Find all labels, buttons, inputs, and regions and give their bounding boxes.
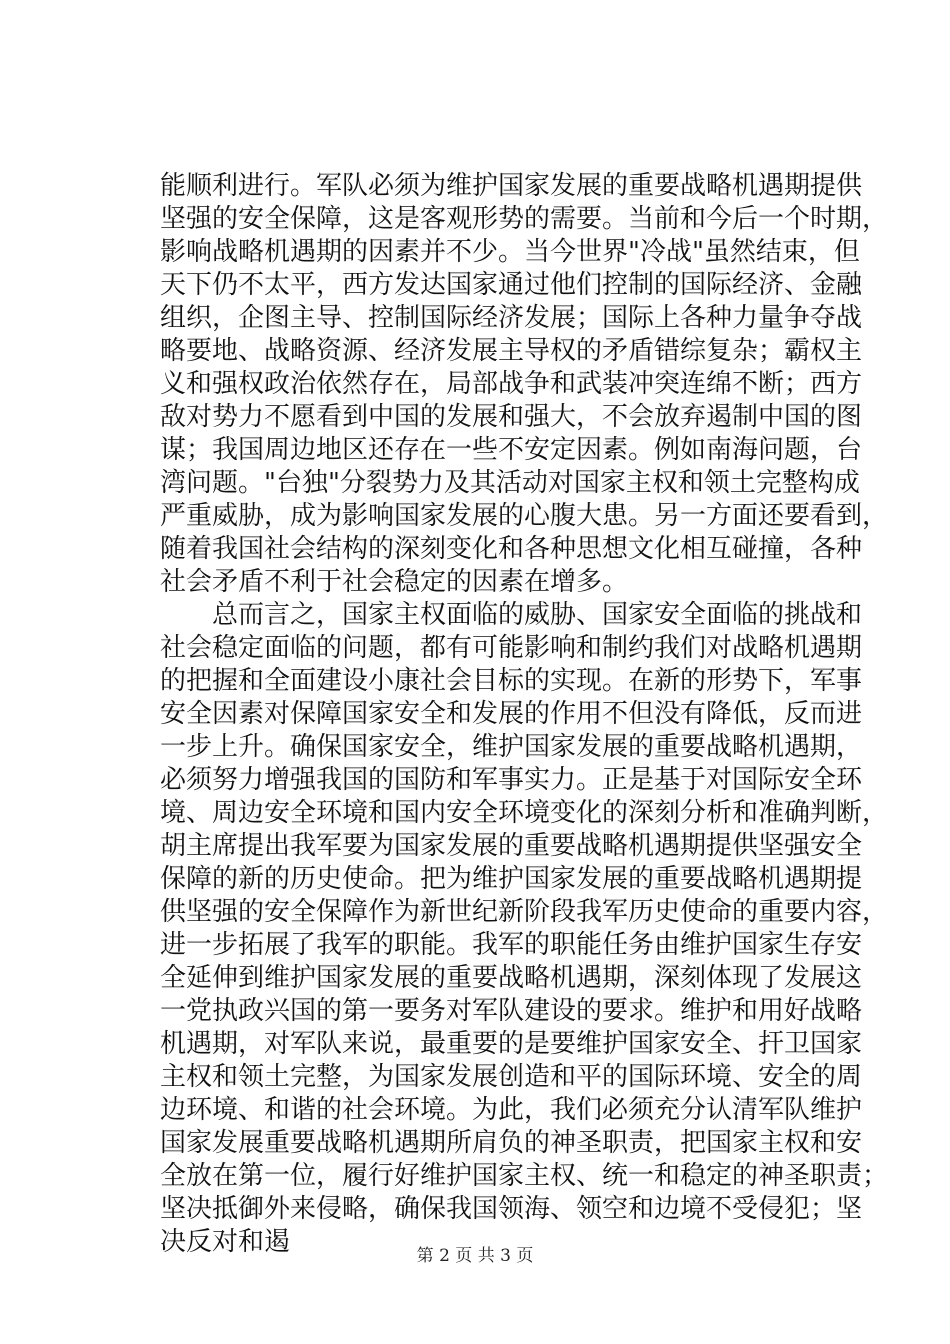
text-line: 社会稳定面临的问题，都有可能影响和制约我们对战略机遇期 [160,633,863,663]
text-line: 一党执政兴国的第一要务对军队建设的要求。维护和用好战略 [160,996,863,1026]
text-line: 保障的新的历史使命。把为维护国家发展的重要战略机遇期提 [160,864,863,894]
paragraph [160,170,889,599]
text-line: 随着我国社会结构的深刻变化和各种思想文化相互碰撞，各种 [160,534,863,564]
text-line: 胡主席提出我军要为国家发展的重要战略机遇期提供坚强安全 [160,831,863,861]
paragraph [160,599,889,1259]
text-line: 湾问题。"台独"分裂势力及其活动对国家主权和领土完整构成 [160,468,860,498]
text-line: 主权和领土完整，为国家发展创造和平的国际环境、安全的周 [160,1062,863,1092]
text-line: 境、周边安全环境和国内安全环境变化的深刻分析和准确判断， [160,798,889,828]
text-line: 义和强权政治依然存在，局部战争和武装冲突连绵不断；西方 [160,369,863,399]
text-line: 一步上升。确保国家安全，维护国家发展的重要战略机遇期， [160,732,863,762]
text-line: 国家发展重要战略机遇期所肩负的神圣职责，把国家主权和安 [160,1128,863,1158]
text-line: 严重威胁，成为影响国家发展的心腹大患。另一方面还要看到， [160,501,889,531]
text-line: 略要地、战略资源、经济发展主导权的矛盾错综复杂；霸权主 [160,336,863,366]
text-line: 边环境、和谐的社会环境。为此，我们必须充分认清军队维护 [160,1095,863,1125]
text-line: 敌对势力不愿看到中国的发展和强大，不会放弃遏制中国的图 [160,402,863,432]
text-line: 坚强的安全保障，这是客观形势的需要。当前和今后一个时期， [160,204,889,234]
text-line: 的把握和全面建设小康社会目标的实现。在新的形势下，军事 [160,666,863,696]
text-line: 必须努力增强我国的国防和军事实力。正是基于对国际安全环 [160,765,863,795]
text-line: 决反对和遏 [160,1227,291,1257]
page-footer: 第 2 页 共 3 页 [416,1246,534,1266]
document-body [160,170,889,1259]
text-line: 坚决抵御外来侵略，确保我国领海、领空和边境不受侵犯；坚 [160,1194,863,1224]
text-line: 全延伸到维护国家发展的重要战略机遇期，深刻体现了发展这 [160,963,863,993]
text-line: 安全因素对保障国家安全和发展的作用不但没有降低，反而进 [160,699,863,729]
text-line: 进一步拓展了我军的职能。我军的职能任务由维护国家生存安 [160,930,863,960]
text-line: 全放在第一位，履行好维护国家主权、统一和稳定的神圣职责； [160,1161,889,1191]
text-line: 供坚强的安全保障作为新世纪新阶段我军历史使命的重要内容， [160,897,889,927]
text-line: 谋；我国周边地区还存在一些不安定因素。例如南海问题，台 [160,435,863,465]
text-line: 组织，企图主导、控制国际经济发展；国际上各种力量争夺战 [160,303,863,333]
text-line: 影响战略机遇期的因素并不少。当今世界"冷战"虽然结束，但 [160,237,860,267]
text-line: 机遇期，对军队来说，最重要的是要维护国家安全、扞卫国家 [160,1029,863,1059]
text-line: 天下仍不太平，西方发达国家通过他们控制的国际经济、金融 [160,270,863,300]
text-line: 能顺利进行。军队必须为维护国家发展的重要战略机遇期提供 [160,171,863,201]
text-line: 总而言之，国家主权面临的威胁、国家安全面临的挑战和 [212,600,863,630]
text-line: 社会矛盾不利于社会稳定的因素在增多。 [160,567,629,597]
